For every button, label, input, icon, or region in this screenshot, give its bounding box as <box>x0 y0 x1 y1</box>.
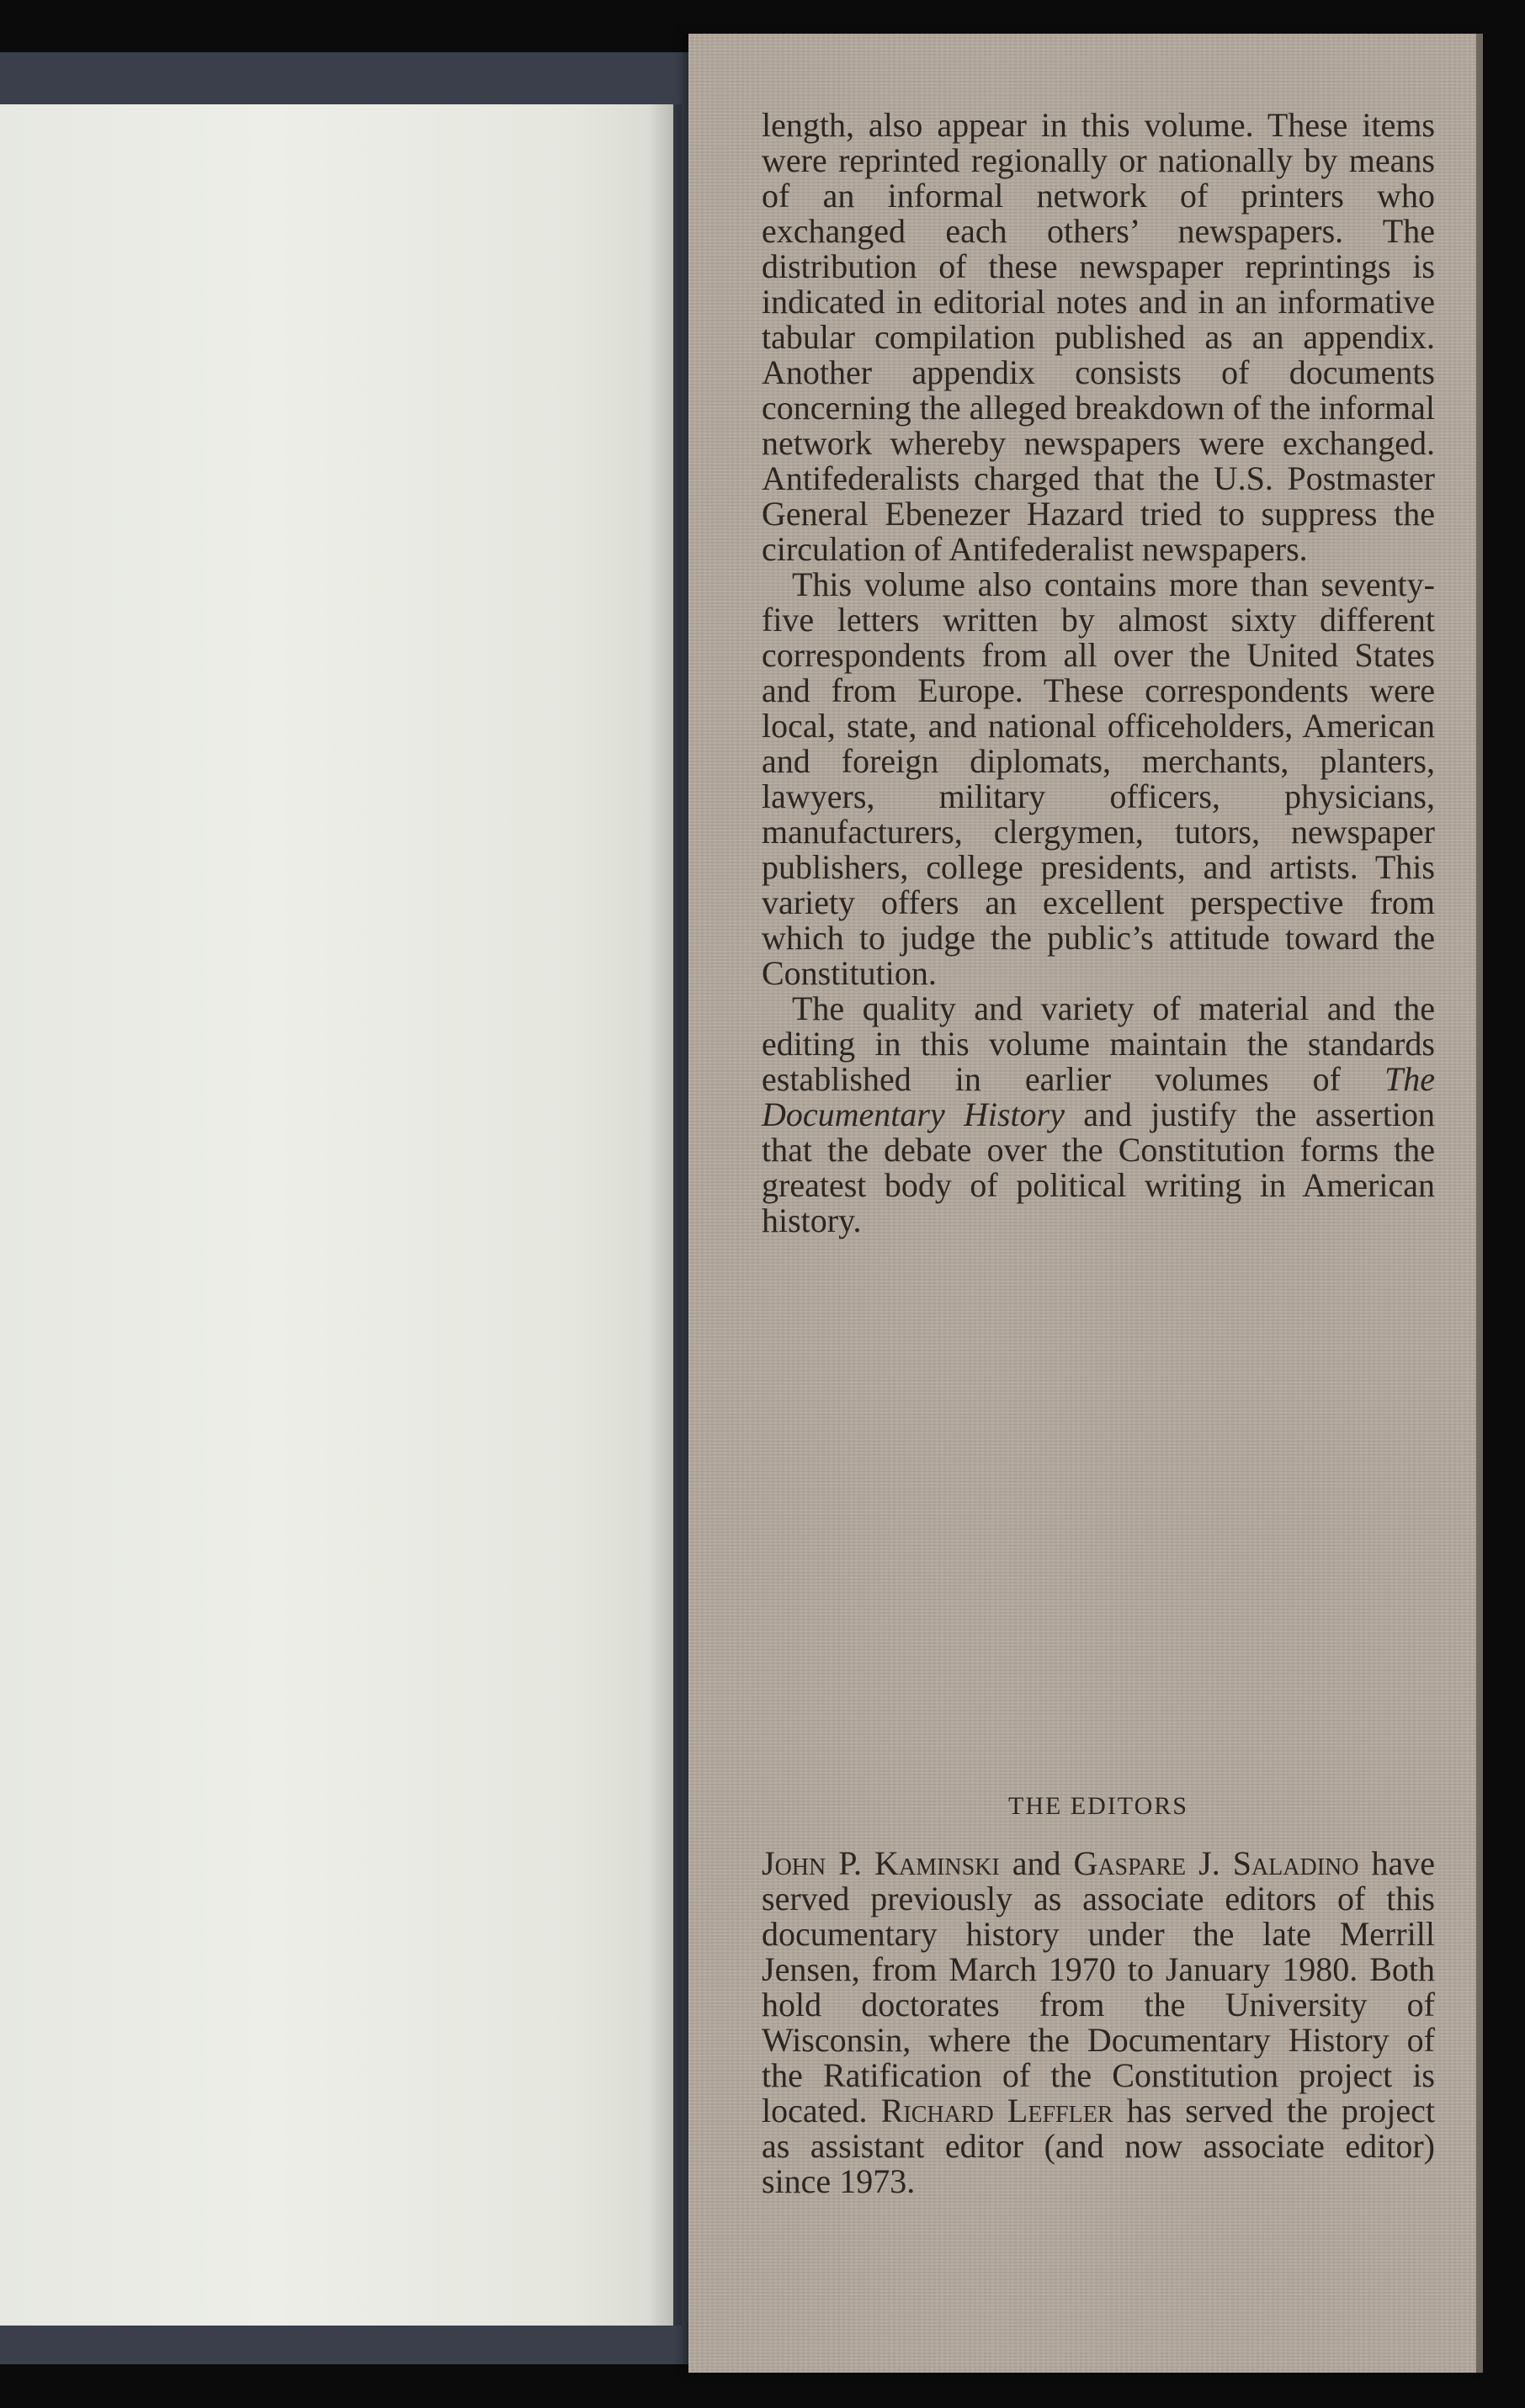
editors-paragraph <box>762 1846 1435 2199</box>
editors-heading: THE EDITORS <box>1008 1792 1188 1820</box>
paragraph-2: This volume also contains more than seventy-five letters written by almost sixty different correspondents from all over the United States and from Europe. These correspondents were local, state, and national officeholders, American and foreign diplomats, merchants, planters, lawyers, military officers, physicians, manufacturers, clergymen, tutors, newspaper publishers, college presidents, and artists. This variety offers an excellent perspective from which to judge the public’s attitude toward the Constitution. <box>762 565 1435 992</box>
editors-bio-text-1: have served previously as associate editors of this documentary history under the late Merrill Jensen, from March 1970 to January 1980. Both hold doctorates from the University of Wisconsin, where the Documentary History of the Ratification of the Constitution project is located. <box>762 1844 1435 2130</box>
paragraph-3 <box>762 991 1435 1238</box>
page-shadow <box>648 104 682 2326</box>
book-title: The Documentary History <box>762 1060 1435 1133</box>
flap-edge <box>1476 34 1483 2373</box>
editor-name-kaminski: John P. Kaminski <box>762 1844 1000 1882</box>
flap-body-text <box>762 108 1435 1238</box>
paragraph-3-start: The quality and variety of material and the editing in this volume maintain the standards established in earlier volumes of <box>762 989 1435 1098</box>
editor-name-saladino: Gaspare J. Saladino <box>1073 1844 1359 1882</box>
paragraph-3-end: and justify the assertion that the debate over the Constitution forms the greatest body of political writing in American history. <box>762 1095 1435 1239</box>
editor-name-leffler: Richard Leffler <box>880 2092 1113 2130</box>
endpaper-page <box>0 104 673 2326</box>
editors-conjunction: and <box>999 1844 1074 1882</box>
editors-bio-text-2: has served the project as assistant editor (and now associate editor) since 1973. <box>762 2092 1435 2200</box>
editors-bio <box>762 1846 1435 2199</box>
paragraph-1: length, also appear in this volume. These items were reprinted regionally or nationally by means of an informal network of printers who exchanged each others’ newspapers. The distribution of these newspaper reprintings is indicated in editorial notes and in an informative tabular compilation published as an appendix. Another appendix consists of documents concerning the alleged breakdown of the informal network whereby newspapers were exchanged. Antifederalists charged that the U.S. Postmaster General Ebenezer Hazard tried to suppress the circulation of Antifederalist newspapers. <box>762 106 1435 568</box>
